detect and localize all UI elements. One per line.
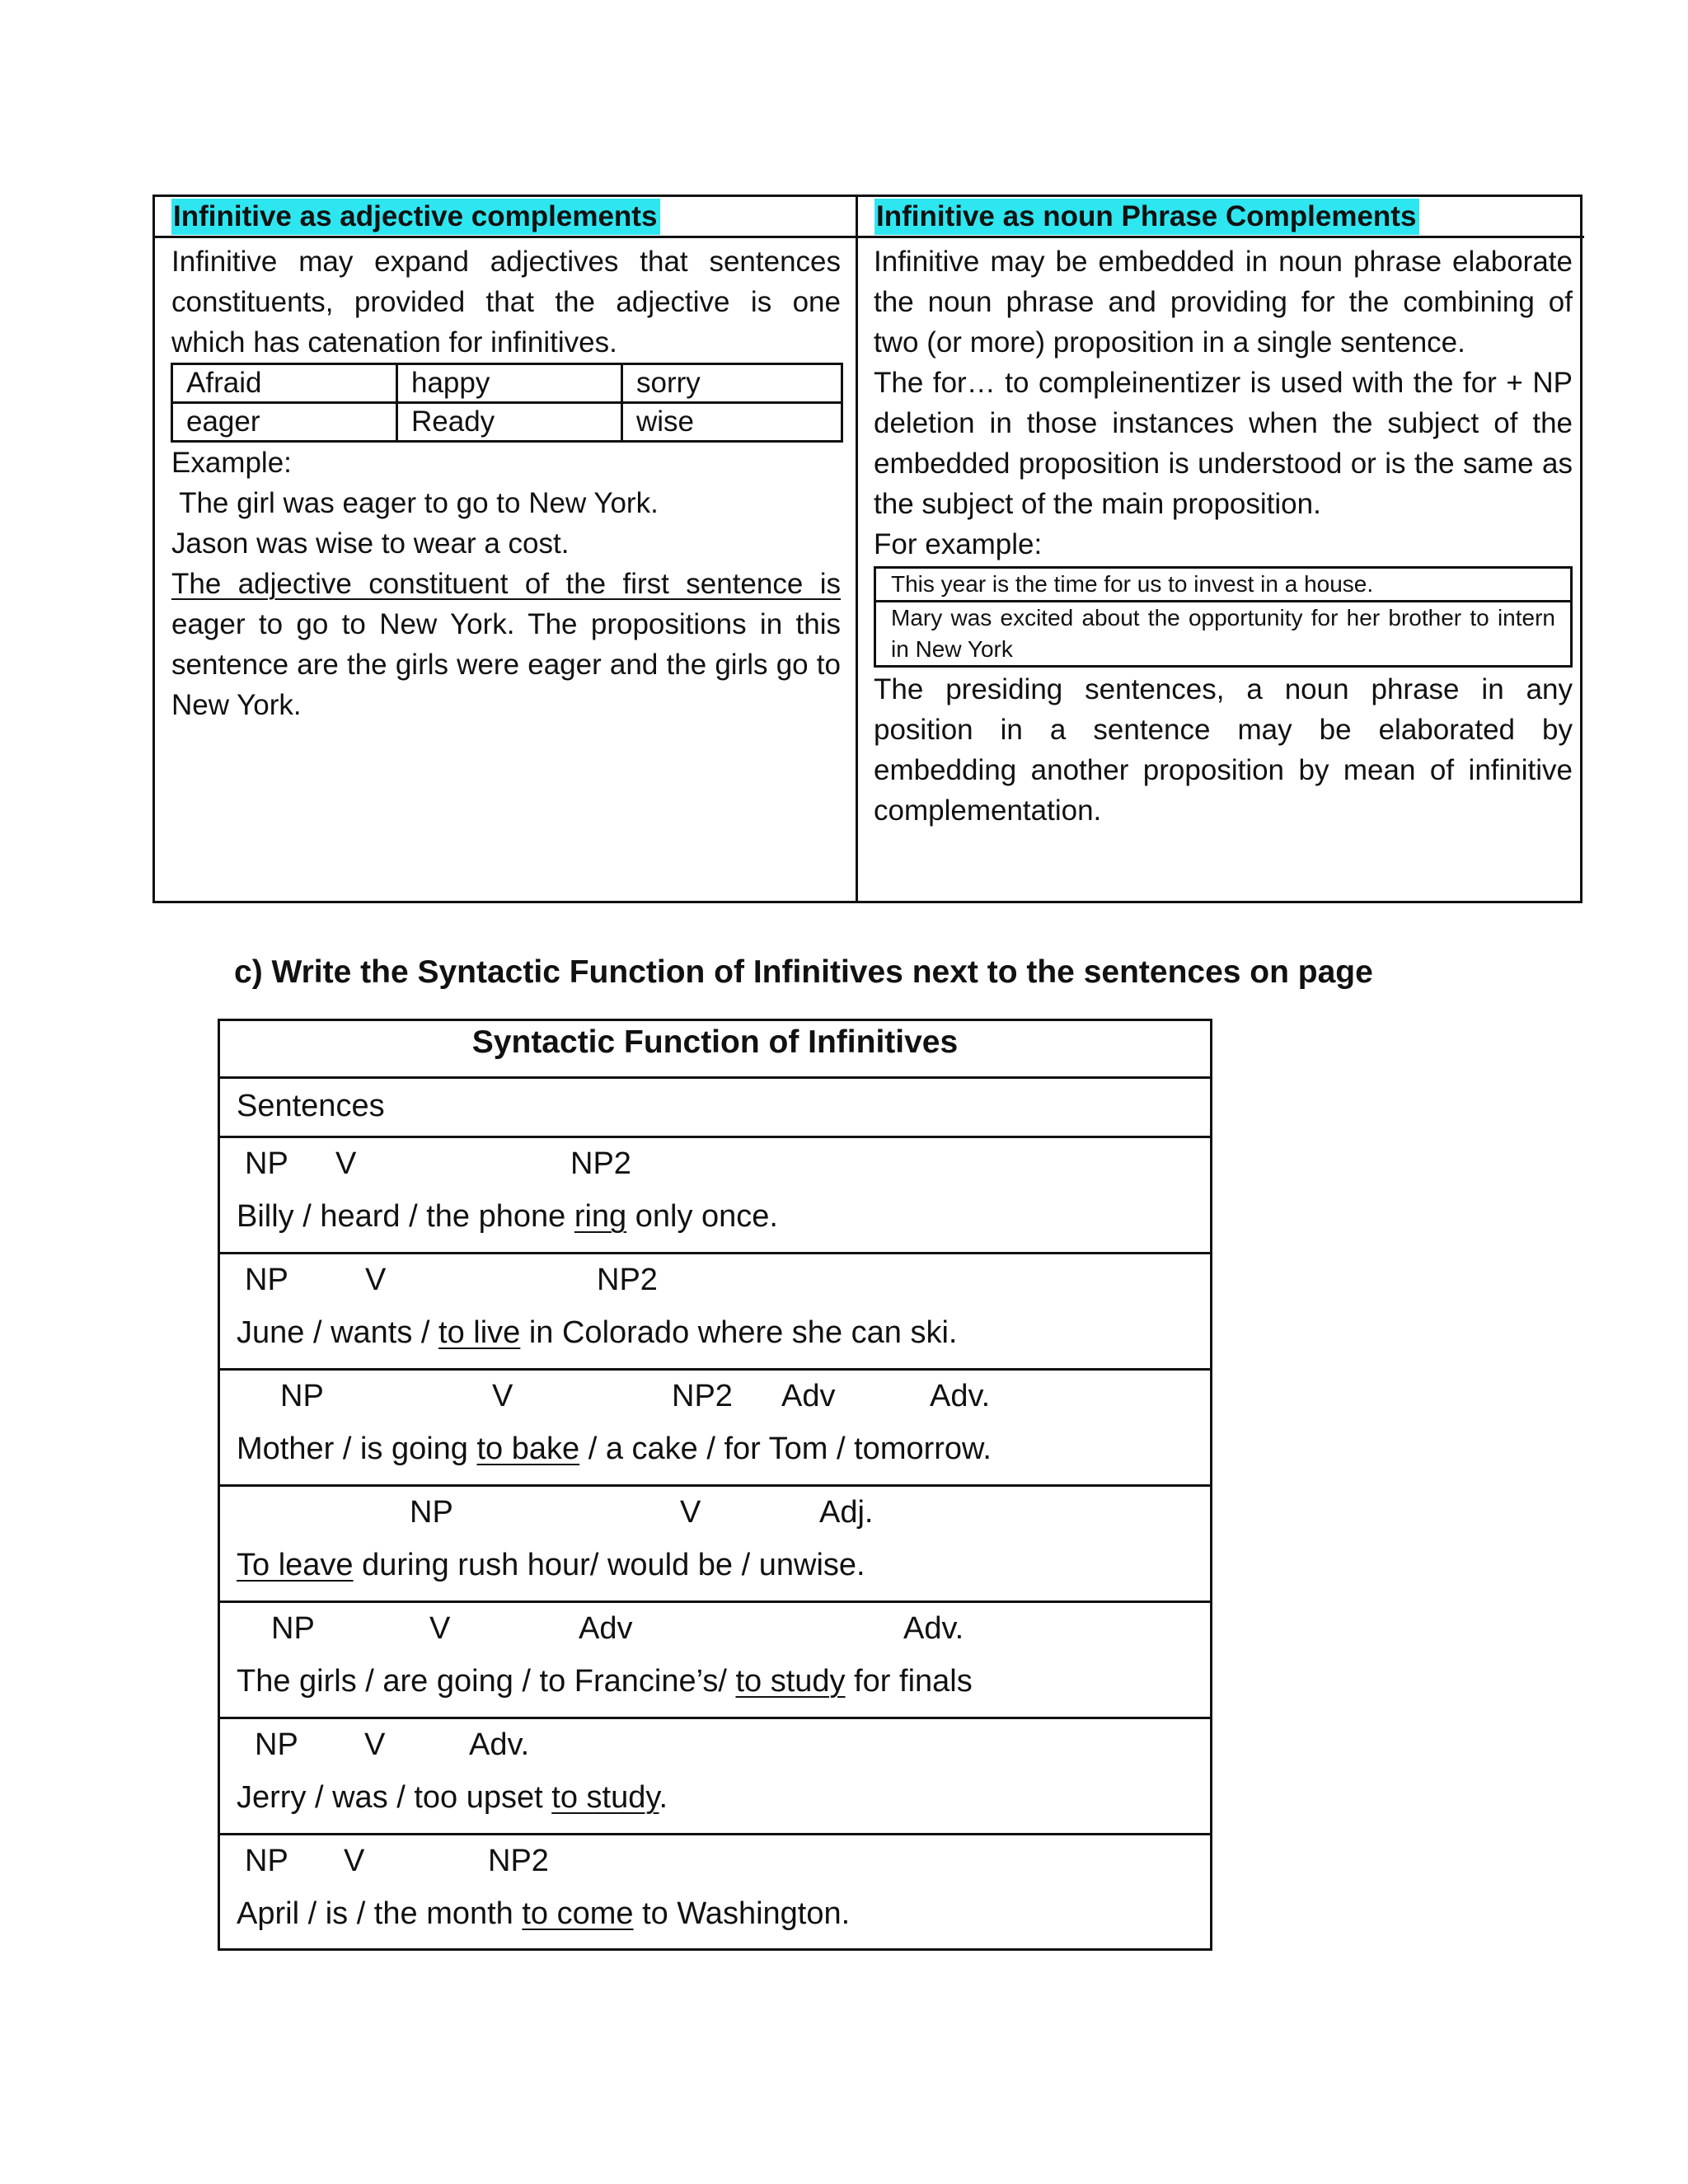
example-sentence: Jason was wise to wear a cost.	[171, 527, 570, 560]
infinitive-underlined: To leave	[237, 1548, 354, 1582]
sentence-row	[220, 1254, 1210, 1371]
example-sentence	[237, 1896, 850, 1932]
constituent-tag: V	[365, 1263, 387, 1297]
noun-phrase-complements-heading: Infinitive as noun Phrase Complements	[874, 199, 1419, 235]
sentence-row	[220, 1487, 1210, 1603]
noun-phrase-paragraph-2: The for… to compleinentizer is used with the for + NP deletion in those instances when the subject of the embedded proposition is understood or is the same as the subject of the main proposition.	[874, 367, 1573, 520]
example-sentence: This year is the time for us to invest in a house.	[876, 569, 1570, 602]
noun-phrase-paragraph-1: Infinitive may be embedded in noun phrase elaborate the noun phrase and providing for the combining of two (or more) proposition in a single sentence.	[874, 246, 1573, 359]
sentence-row	[220, 1719, 1210, 1835]
constituent-tag: NP2	[672, 1379, 733, 1413]
explanation-underlined: The adjective constituent of the first sentence is	[171, 568, 841, 600]
sentence-text: April / is / the month	[237, 1896, 523, 1931]
sentence-text: only once.	[626, 1199, 778, 1234]
example-sentence	[237, 1548, 865, 1583]
left-heading-cell	[155, 197, 858, 238]
constituent-tag: NP	[410, 1495, 453, 1530]
left-body-cell	[155, 238, 858, 901]
example-sentence	[237, 1780, 668, 1816]
complements-table	[152, 194, 1582, 903]
constituent-tag: NP	[245, 1263, 288, 1297]
adjective-intro-paragraph: Infinitive may expand adjectives that sentences constituents, provided that the adjective is one which has catenation for infinitives.	[171, 246, 841, 359]
constituent-tag: NP	[271, 1611, 315, 1646]
infinitive-underlined: to study	[551, 1780, 659, 1815]
constituent-tags	[220, 1719, 1210, 1772]
constituent-tags	[220, 1254, 1210, 1307]
section-c-title: c) Write the Syntactic Function of Infinitives next to the sentences on page	[234, 954, 1373, 990]
constituent-tag: NP	[245, 1844, 288, 1878]
noun-phrase-example-box	[874, 566, 1573, 668]
adjective-cell: wise	[622, 403, 842, 442]
constituent-tag: Adv.	[903, 1611, 964, 1646]
sentence-text: to Washington.	[633, 1896, 851, 1931]
sentence-text: during rush hour/ would be / unwise.	[353, 1548, 865, 1582]
constituent-tag: NP	[245, 1146, 288, 1181]
adjective-row	[172, 403, 842, 442]
syntactic-function-table	[218, 1019, 1212, 1951]
example-sentence: The girl was eager to go to New York.	[171, 487, 659, 519]
constituent-tags	[220, 1835, 1210, 1888]
adjective-cell: eager	[172, 403, 397, 442]
constituent-tags	[220, 1487, 1210, 1540]
for-example-label: For example:	[874, 528, 1043, 560]
constituent-tag: Adv	[579, 1611, 633, 1646]
example-label: Example:	[171, 447, 292, 479]
sentence-text: / a cake / for Tom / tomorrow.	[579, 1432, 992, 1466]
constituent-tag: V	[429, 1611, 451, 1646]
sentences-header: Sentences	[220, 1079, 1210, 1138]
sentence-text: Billy / heard / the phone	[237, 1199, 574, 1234]
adjective-list-table	[171, 363, 843, 443]
constituent-tag: NP2	[597, 1263, 658, 1297]
constituent-tag: NP2	[570, 1146, 631, 1181]
constituent-tag: V	[344, 1844, 365, 1878]
constituent-tags	[220, 1371, 1210, 1423]
example-sentence	[237, 1664, 973, 1699]
sentence-row	[220, 1138, 1210, 1254]
infinitive-underlined: to come	[522, 1896, 634, 1931]
sentence-row	[220, 1603, 1210, 1719]
sentence-text: for finals	[845, 1664, 973, 1699]
constituent-tag: Adv	[781, 1379, 836, 1413]
noun-phrase-paragraph-3: The presiding sentences, a noun phrase in any position in a sentence may be elaborated by embedding another proposition by mean of infinitive complementation.	[874, 673, 1573, 827]
example-sentence	[237, 1315, 957, 1351]
constituent-tag: V	[680, 1495, 701, 1530]
infinitive-underlined: ring	[574, 1199, 627, 1234]
constituent-tag: NP2	[488, 1844, 549, 1878]
constituent-tags	[220, 1138, 1210, 1191]
sentence-rows	[220, 1138, 1210, 1948]
right-heading-cell	[858, 197, 1584, 238]
explanation-text: eager to go to New York. The propositions in this sentence are the girls were eager and the girls go to New York.	[171, 608, 841, 721]
adjective-cell: Ready	[397, 403, 622, 442]
constituent-tag: Adj.	[819, 1495, 874, 1530]
right-body-cell	[858, 238, 1584, 901]
example-sentence: Mary was excited about the opportunity for her brother to intern in New York	[891, 605, 1555, 662]
constituent-tags	[220, 1603, 1210, 1656]
example-sentence	[237, 1199, 778, 1235]
constituent-tag: NP	[255, 1727, 298, 1762]
infinitive-underlined: to study	[735, 1664, 846, 1699]
sentence-row	[220, 1371, 1210, 1487]
adjective-complements-heading: Infinitive as adjective complements	[171, 199, 660, 235]
sentence-text: June / wants /	[237, 1315, 439, 1350]
constituent-tag: Adv.	[469, 1727, 530, 1762]
adjective-row	[172, 364, 842, 403]
constituent-tag: NP	[280, 1379, 324, 1413]
constituent-tag: Adv.	[930, 1379, 991, 1413]
adjective-cell: happy	[397, 364, 622, 403]
adjective-cell: Afraid	[172, 364, 397, 403]
sentence-text: Jerry / was / too upset	[237, 1780, 552, 1815]
infinitive-underlined: to bake	[476, 1432, 580, 1466]
sentence-text: Mother / is going	[237, 1432, 477, 1466]
constituent-tag: V	[492, 1379, 513, 1413]
sentence-text: in Colorado where she can ski.	[520, 1315, 958, 1350]
adjective-cell: sorry	[622, 364, 842, 403]
table-title: Syntactic Function of Infinitives	[220, 1021, 1210, 1079]
constituent-tag: V	[364, 1727, 386, 1762]
example-sentence	[237, 1432, 992, 1467]
sentence-text: .	[659, 1780, 668, 1815]
constituent-tag: V	[335, 1146, 357, 1181]
infinitive-underlined: to live	[438, 1315, 521, 1350]
sentence-row	[220, 1835, 1210, 1948]
sentence-text: The girls / are going / to Francine’s/	[237, 1664, 736, 1699]
